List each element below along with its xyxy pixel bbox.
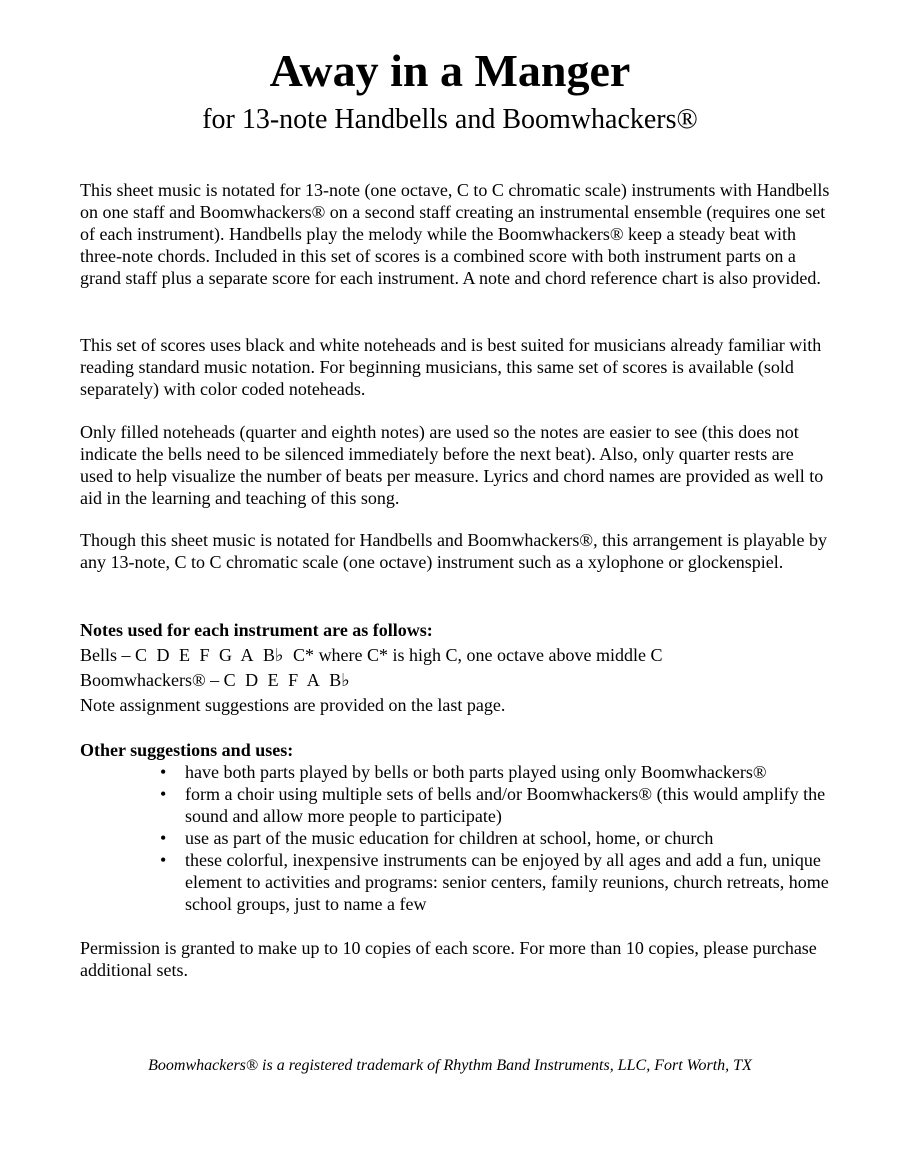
boomwhackers-notes-line bbox=[80, 668, 830, 693]
list-item-text: form a choir using multiple sets of bells and/or Boomwhackers® (this would amplify the sound and allow more people to participate) bbox=[185, 784, 826, 826]
note-assignment-line: Note assignment suggestions are provided on the last page. bbox=[80, 695, 506, 715]
list-item bbox=[80, 827, 830, 849]
boomwhackers-note: A bbox=[306, 670, 320, 690]
bells-notes-line bbox=[80, 643, 830, 668]
list-item bbox=[80, 783, 830, 827]
list-item-text: use as part of the music education for children at school, home, or church bbox=[185, 828, 714, 848]
bullet-icon: • bbox=[160, 762, 167, 782]
boomwhackers-note: B♭ bbox=[329, 670, 350, 690]
page-subtitle: for 13-note Handbells and Boomwhackers® bbox=[202, 104, 698, 135]
boomwhackers-note: E bbox=[267, 670, 279, 690]
list-item bbox=[80, 849, 830, 915]
boomwhackers-note: D bbox=[245, 670, 259, 690]
bells-note: D bbox=[156, 645, 170, 665]
notes-heading: Notes used for each instrument are as follows: bbox=[80, 620, 433, 640]
other-suggestions-section bbox=[80, 739, 830, 915]
bullet-icon: • bbox=[160, 828, 167, 848]
bells-note: B♭ bbox=[263, 645, 284, 665]
list-item-text: these colorful, inexpensive instruments can be enjoyed by all ages and add a fun, unique element to activities and programs: senior centers, family reunions, church retreats, home school groups, just to name a few bbox=[185, 850, 829, 914]
permission-paragraph: Permission is granted to make up to 10 copies of each score. For more than 10 copies, please purchase additional sets. bbox=[80, 938, 817, 980]
instruments-paragraph: Though this sheet music is notated for Handbells and Boomwhackers®, this arrangement is playable by any 13-note, C to C chromatic scale (one octave) instrument such as a xylophone or glockenspiel. bbox=[80, 530, 828, 572]
other-suggestions-heading: Other suggestions and uses: bbox=[80, 740, 294, 760]
intro-paragraph: This sheet music is notated for 13-note (one octave, C to C chromatic scale) instruments with Handbells on one staff and Boomwhackers® on a second staff creating an instrumental ensemble (requires one set of each instrument). Handbells play the melody while the Boomwhackers® keep a steady beat with three-note chords. Included in this set of scores is a combined score with both instrument parts on a grand staff plus a separate score for each instrument. A note and chord reference chart is also provided. bbox=[80, 180, 830, 288]
bells-note: A bbox=[240, 645, 254, 665]
page-title: Away in a Manger bbox=[269, 45, 631, 96]
trademark-footer: Boomwhackers® is a registered trademark of Rhythm Band Instruments, LLC, Fort Worth, TX bbox=[148, 1057, 752, 1074]
bells-label: Bells – C bbox=[80, 645, 148, 665]
boomwhackers-label: Boomwhackers® – C bbox=[80, 670, 236, 690]
noteheads-paragraph: Only filled noteheads (quarter and eighth notes) are used so the notes are easier to see (this does not indicate the bells need to be silenced immediately before the next beat). Also, only quarter rests are used to help visualize the number of beats per measure. Lyrics and chord names are provided as well to aid in the learning and teaching of this song. bbox=[80, 422, 824, 508]
boomwhackers-note: F bbox=[288, 670, 299, 690]
bullet-icon: • bbox=[160, 850, 167, 870]
list-item bbox=[80, 761, 830, 783]
bells-note: E bbox=[179, 645, 191, 665]
bells-note: G bbox=[219, 645, 233, 665]
notation-paragraph: This set of scores uses black and white noteheads and is best suited for musicians already familiar with reading standard music notation. For beginning musicians, this same set of scores is available (sold separately) with color coded noteheads. bbox=[80, 335, 822, 399]
notes-section bbox=[80, 618, 830, 718]
list-item-text: have both parts played by bells or both parts played using only Boomwhackers® bbox=[185, 762, 767, 782]
bullet-icon: • bbox=[160, 784, 167, 804]
bells-note: C* bbox=[293, 645, 315, 665]
suggestions-list bbox=[80, 761, 830, 915]
bells-note: F bbox=[199, 645, 210, 665]
bells-note-explanation: where C* is high C, one octave above middle C bbox=[318, 645, 663, 665]
